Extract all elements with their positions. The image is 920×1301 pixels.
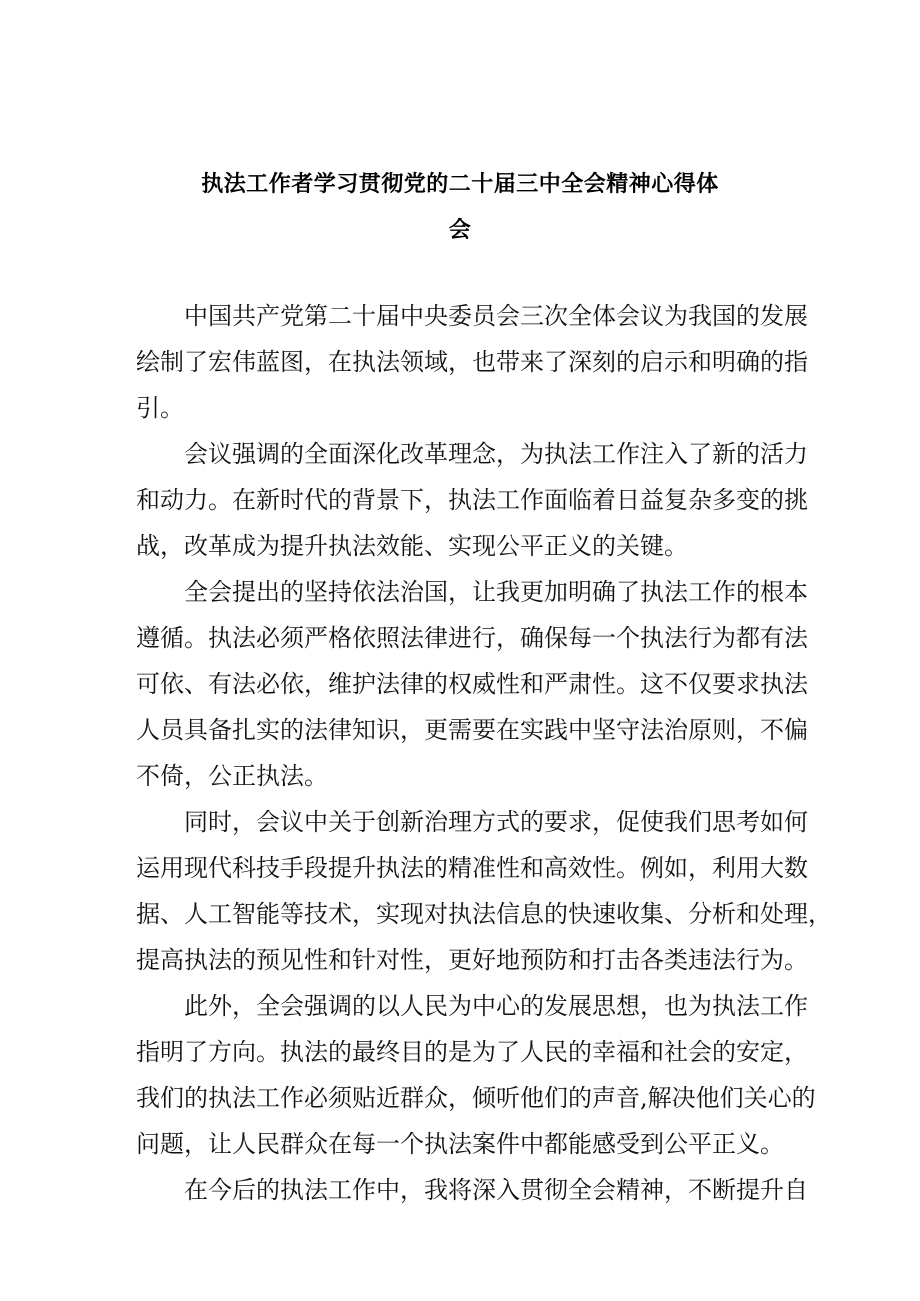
document-body xyxy=(136,293,832,1213)
text-line: 提高执法的预见性和针对性，更好地预防和打击各类违法行为。 xyxy=(136,946,808,974)
text-line: 遵循。执法必须严格依照法律进行，确保每一个执法行为都有法 xyxy=(136,624,808,652)
paragraph-2 xyxy=(136,431,808,569)
paragraph-6 xyxy=(136,1167,808,1213)
paragraph-1 xyxy=(136,293,808,431)
text-line: 据、人工智能等技术，实现对执法信息的快速收集、分析和处理， xyxy=(136,900,832,928)
text-line: 引。 xyxy=(136,394,184,422)
text-line: 在今后的执法工作中，我将深入贯彻全会精神，不断提升自 xyxy=(184,1176,808,1204)
paragraph-5 xyxy=(136,983,816,1167)
text-line: 可依、有法必依，维护法律的权威性和严肃性。这不仅要求执法 xyxy=(136,670,808,698)
title-line: 会 xyxy=(448,218,472,243)
document-title xyxy=(130,162,790,254)
text-line: 绘制了宏伟蓝图，在执法领域，也带来了深刻的启示和明确的指 xyxy=(136,348,808,376)
text-line: 此外，全会强调的以人民为中心的发展思想，也为执法工作 xyxy=(184,992,808,1020)
text-line: 我们的执法工作必须贴近群众，倾听他们的声音,解决他们关心的 xyxy=(136,1084,816,1112)
text-line: 指明了方向。执法的最终目的是为了人民的幸福和社会的安定， xyxy=(136,1038,808,1066)
text-line: 中国共产党第二十届中央委员会三次全体会议为我国的发展 xyxy=(184,302,808,330)
text-line: 运用现代科技手段提升执法的精准性和高效性。例如，利用大数 xyxy=(136,854,808,882)
text-line: 同时，会议中关于创新治理方式的要求，促使我们思考如何 xyxy=(184,808,808,836)
text-line: 和动力。在新时代的背景下，执法工作面临着日益复杂多变的挑 xyxy=(136,486,808,514)
text-line: 会议强调的全面深化改革理念，为执法工作注入了新的活力 xyxy=(184,440,808,468)
paragraph-4 xyxy=(136,799,832,983)
title-line: 执法工作者学习贯彻党的二十届三中全会精神心得体 xyxy=(201,172,719,197)
text-line: 不倚，公正执法。 xyxy=(136,762,328,790)
text-line: 问题，让人民群众在每一个执法案件中都能感受到公平正义。 xyxy=(136,1130,784,1158)
text-line: 战，改革成为提升执法效能、实现公平正义的关键。 xyxy=(136,532,688,560)
text-line: 全会提出的坚持依法治国，让我更加明确了执法工作的根本 xyxy=(184,578,808,606)
text-line: 人员具备扎实的法律知识，更需要在实践中坚守法治原则，不偏 xyxy=(136,716,808,744)
paragraph-3 xyxy=(136,569,808,799)
